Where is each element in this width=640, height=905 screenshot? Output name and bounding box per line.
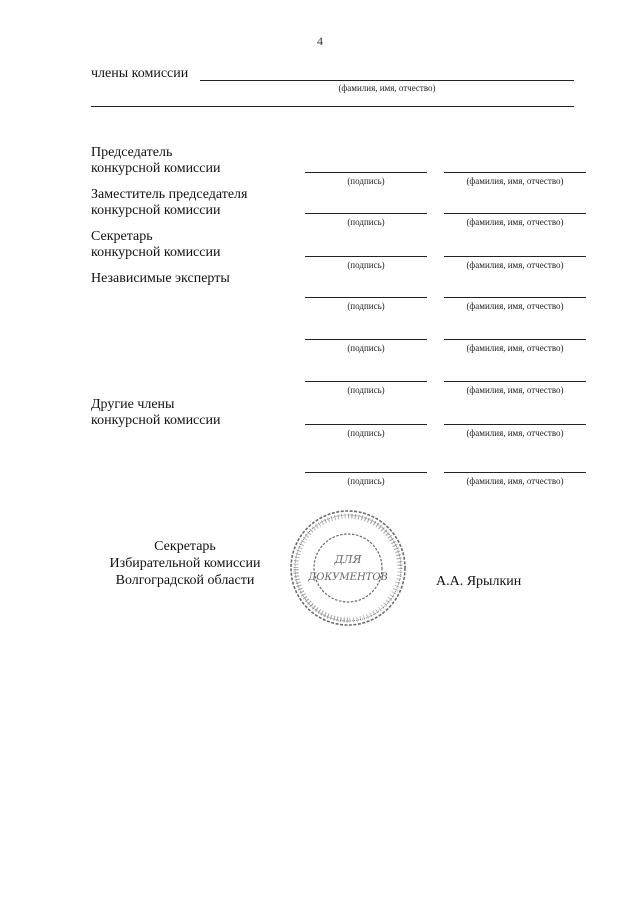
signature-line xyxy=(305,297,427,298)
role-other-line2: конкурсной комиссии xyxy=(91,413,221,428)
name-line xyxy=(444,297,586,298)
name-line xyxy=(444,256,586,257)
name-caption: (фамилия, имя, отчество) xyxy=(466,385,564,395)
role-independent-experts xyxy=(91,271,311,287)
members-fio-caption: (фамилия, имя, отчество) xyxy=(338,83,436,93)
signature-line xyxy=(305,172,427,173)
signature-line xyxy=(305,256,427,257)
role-deputy-chairman xyxy=(91,187,311,219)
signature-caption: (подпись) xyxy=(347,343,385,353)
name-line xyxy=(444,381,586,382)
stamp-seal xyxy=(288,508,408,628)
role-chairman-line2: конкурсной комиссии xyxy=(91,161,221,176)
members-line-2 xyxy=(91,106,574,107)
name-line xyxy=(444,172,586,173)
signature-caption: (подпись) xyxy=(347,428,385,438)
signature-line xyxy=(305,339,427,340)
name-caption: (фамилия, имя, отчество) xyxy=(466,476,564,486)
role-experts-line1: Независимые эксперты xyxy=(91,271,230,286)
role-chairman xyxy=(91,145,311,177)
signature-caption: (подпись) xyxy=(347,217,385,227)
page-number: 4 xyxy=(317,34,323,48)
signature-caption: (подпись) xyxy=(347,176,385,186)
role-secretary-line2: конкурсной комиссии xyxy=(91,245,221,260)
signature-caption: (подпись) xyxy=(347,476,385,486)
signature-line xyxy=(305,213,427,214)
signature-caption: (подпись) xyxy=(347,260,385,270)
role-chairman-line1: Председатель xyxy=(91,145,173,160)
signature-caption: (подпись) xyxy=(347,301,385,311)
signature-caption: (подпись) xyxy=(347,385,385,395)
footer-line1: Секретарь xyxy=(154,539,216,554)
footer-line2: Избирательной комиссии xyxy=(109,556,261,571)
name-caption: (фамилия, имя, отчество) xyxy=(466,343,564,353)
name-caption: (фамилия, имя, отчество) xyxy=(466,428,564,438)
role-secretary-line1: Секретарь xyxy=(91,229,153,244)
footer-signer-name: А.А. Ярылкин xyxy=(436,574,522,589)
name-caption: (фамилия, имя, отчество) xyxy=(466,260,564,270)
name-caption: (фамилия, имя, отчество) xyxy=(466,176,564,186)
footer-line3: Волгоградской области xyxy=(115,573,255,588)
name-caption: (фамилия, имя, отчество) xyxy=(466,217,564,227)
role-other-members xyxy=(91,397,311,429)
name-line xyxy=(444,472,586,473)
role-deputy-line2: конкурсной комиссии xyxy=(91,203,221,218)
name-line xyxy=(444,213,586,214)
signature-line xyxy=(305,424,427,425)
name-line xyxy=(444,424,586,425)
signature-line xyxy=(305,381,427,382)
name-line xyxy=(444,339,586,340)
name-caption: (фамилия, имя, отчество) xyxy=(466,301,564,311)
role-other-line1: Другие члены xyxy=(91,397,175,412)
members-label: члены комиссии xyxy=(91,66,189,81)
role-deputy-line1: Заместитель председателя xyxy=(91,187,248,202)
stamp-text-line1: ДЛЯ xyxy=(334,553,362,566)
role-secretary xyxy=(91,229,311,261)
signature-line xyxy=(305,472,427,473)
stamp-text-line2: ДОКУМЕНТОВ xyxy=(308,572,388,583)
footer-secretary-block xyxy=(95,538,275,589)
members-line-1 xyxy=(200,80,574,81)
